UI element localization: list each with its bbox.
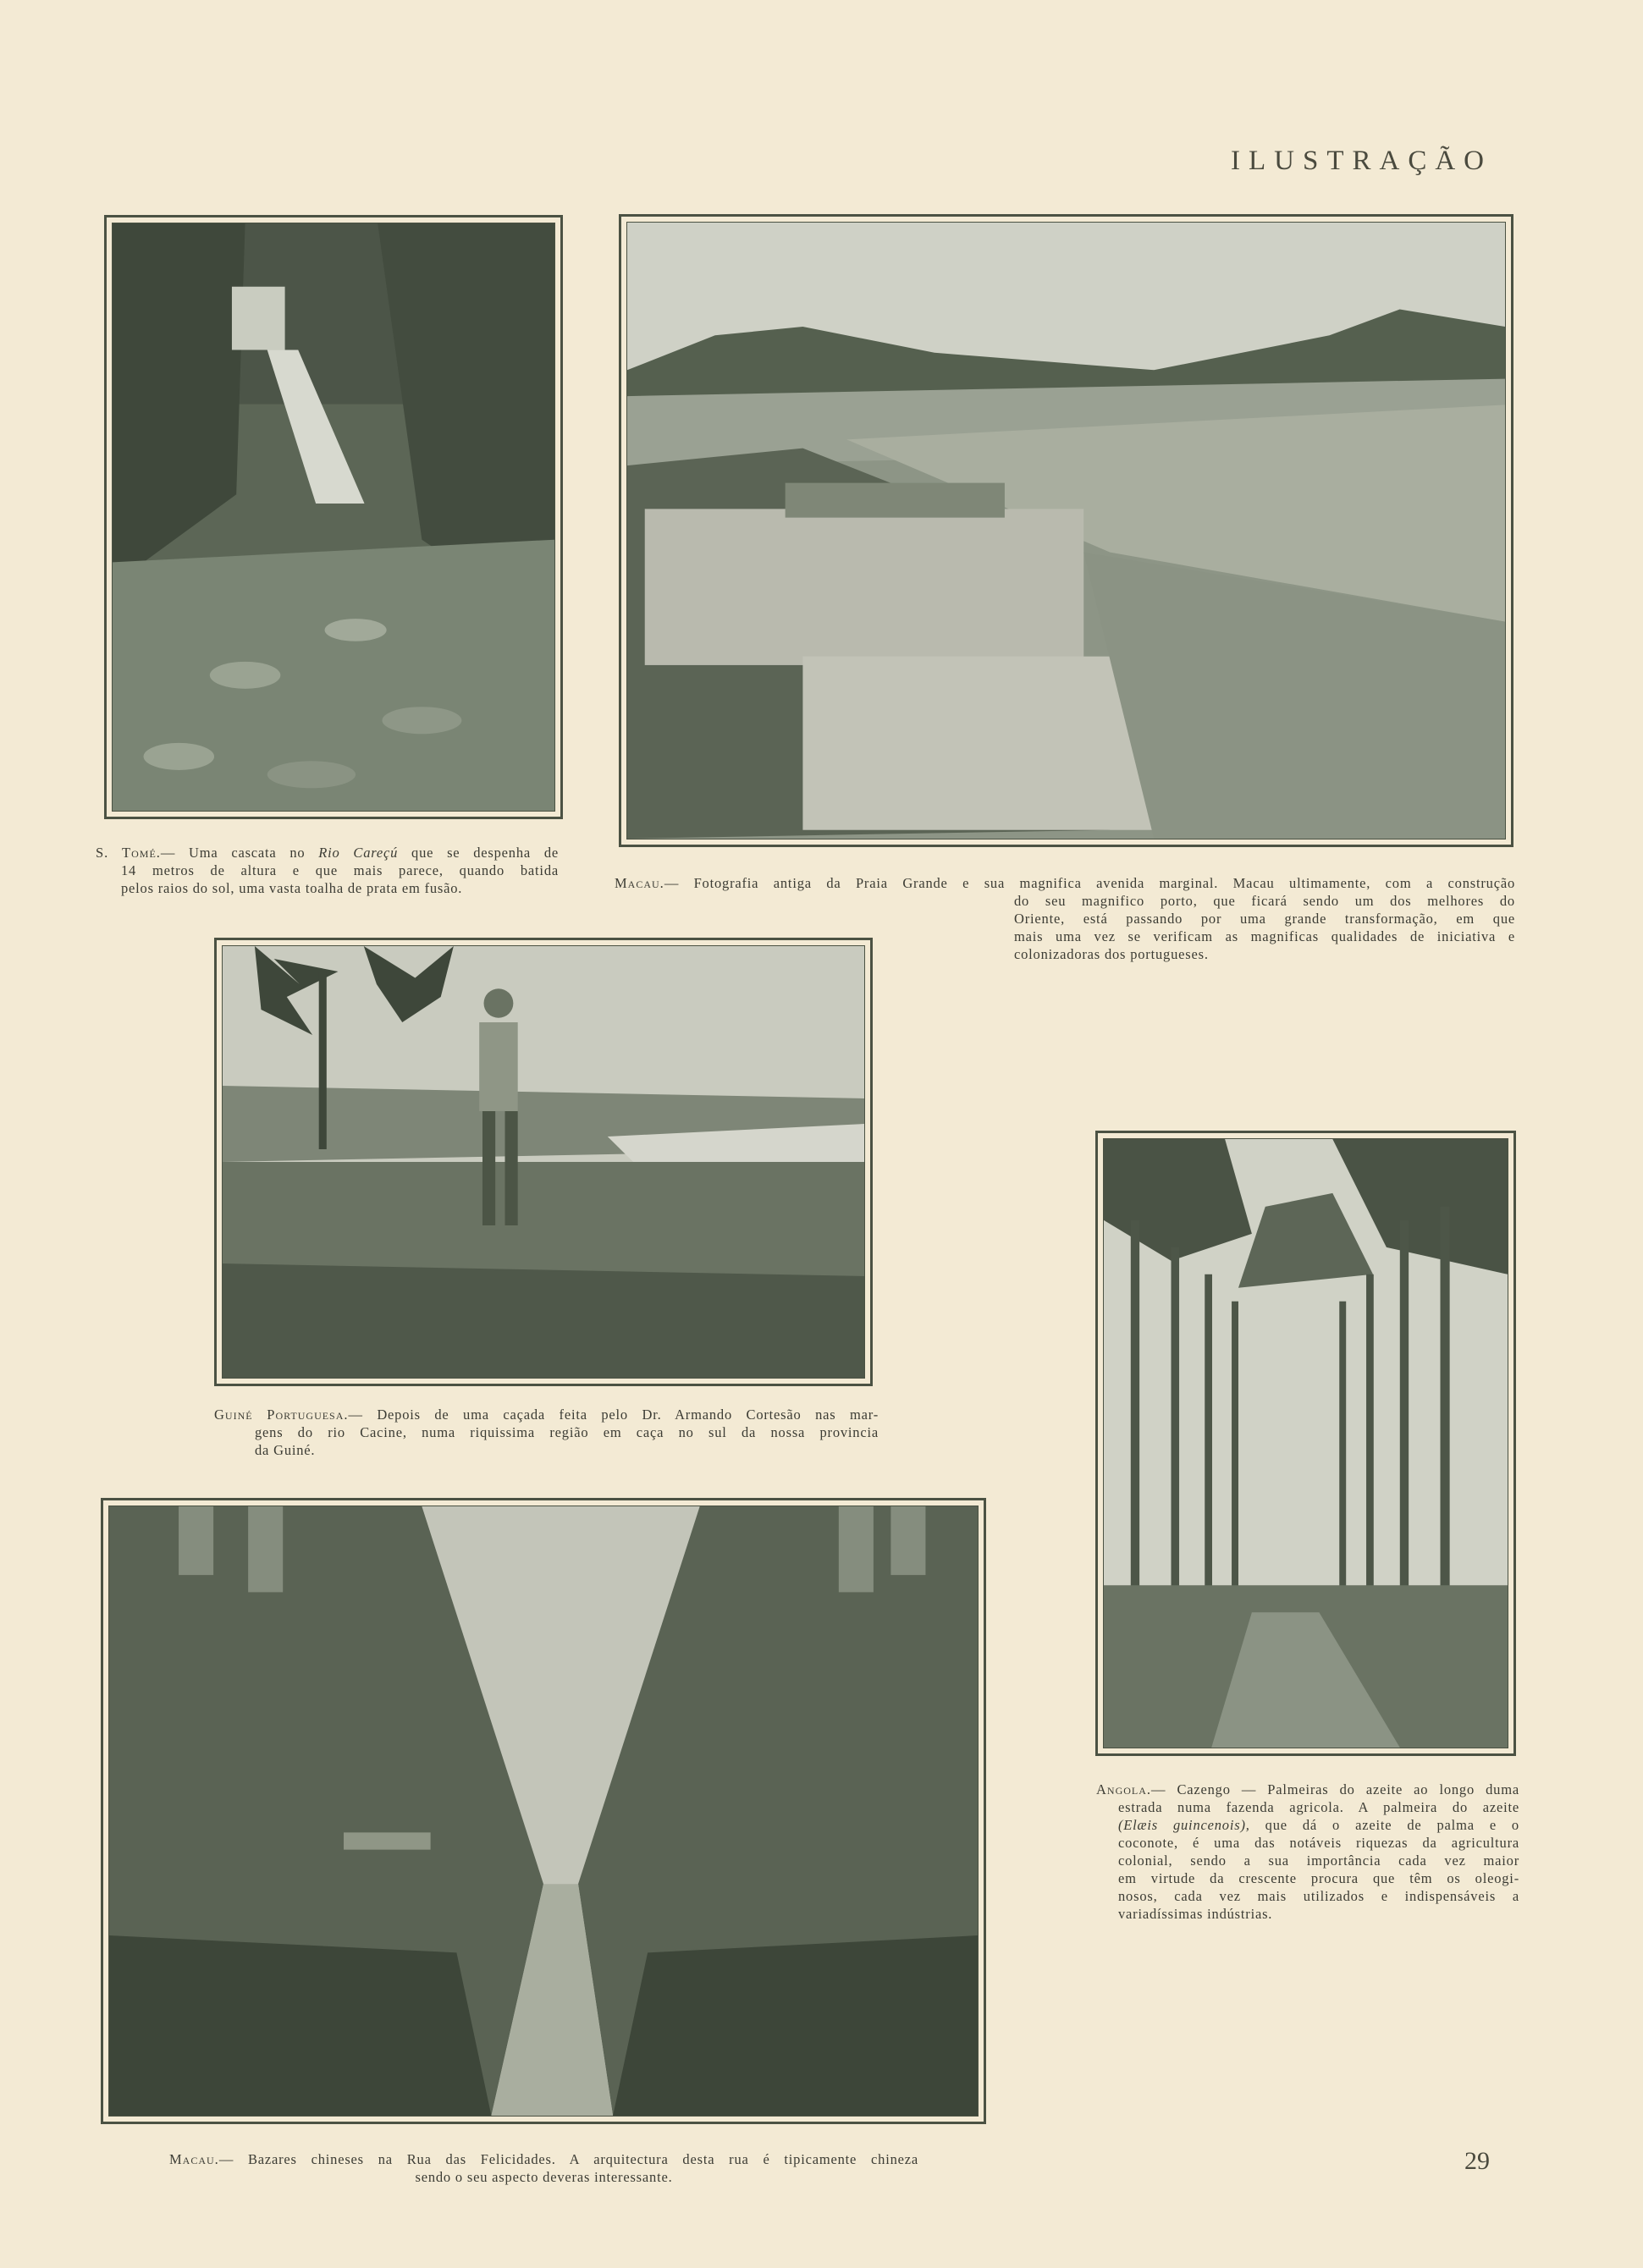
page-number: 29 xyxy=(1464,2147,1490,2175)
hunter-image xyxy=(223,946,864,1378)
magazine-title: ILUSTRAÇÃO xyxy=(1230,146,1492,176)
macau-bay-image xyxy=(627,223,1505,839)
caption-macau-praia: Macau.— Fotografia antiga da Praia Grande e sua magnifica avenida marginal. Macau ultimamente, com a construção do seu magnifico porto, que ficará sendo um dos melhores do Oriente, está passando por uma grande transformação, em que mais uma vez se verificam as magnificas qualidades de iniciativa e colonizadoras dos portugueses. xyxy=(615,875,1515,962)
caption-angola: Angola.— Cazengo — Palmeiras do azeite ao longo duma estrada numa fazenda agricola. A palmeira do azeite (Elæis guincenois), que dá o azeite de palma e o coconote, é uma das notáveis riquezas da agricultura colonial, sendo a sua importância cada vez maior em virtude da crescente procura que têm os oleogi- nosos, cada vez mais utilizados e indispensáveis a variadíssimas indústrias. xyxy=(1096,1781,1519,1922)
photo-sao-tome-waterfall xyxy=(104,215,563,819)
caption-macau-street: Macau.— Bazares chineses na Rua das Felicidades. A arquitectura desta rua é tipicamente chineza sendo o seu aspecto deveras interessante. xyxy=(169,2151,918,2185)
photo-guine-hunt xyxy=(214,938,873,1386)
palm-avenue-image xyxy=(1104,1139,1508,1748)
waterfall-image xyxy=(113,223,554,811)
caption-guine: Guiné Portuguesa.— Depois de uma caçada feita pelo Dr. Armando Cortesão nas mar- gens do rio Cacine, numa riquissima região em caça no sul da nossa provincia da Guiné. xyxy=(214,1406,879,1458)
photo-macau-praia-grande xyxy=(619,214,1513,847)
bazaar-street-image xyxy=(109,1506,978,2116)
photo-macau-street xyxy=(101,1498,986,2124)
caption-sao-tome: S. Tomé.— Uma cascata no Rio Careçú que se despenha de 14 metros de altura e que mais parece, quando batida pelos raios do sol, uma vasta toalha de prata em fusão. xyxy=(96,845,560,896)
photo-angola-palms xyxy=(1095,1131,1516,1756)
